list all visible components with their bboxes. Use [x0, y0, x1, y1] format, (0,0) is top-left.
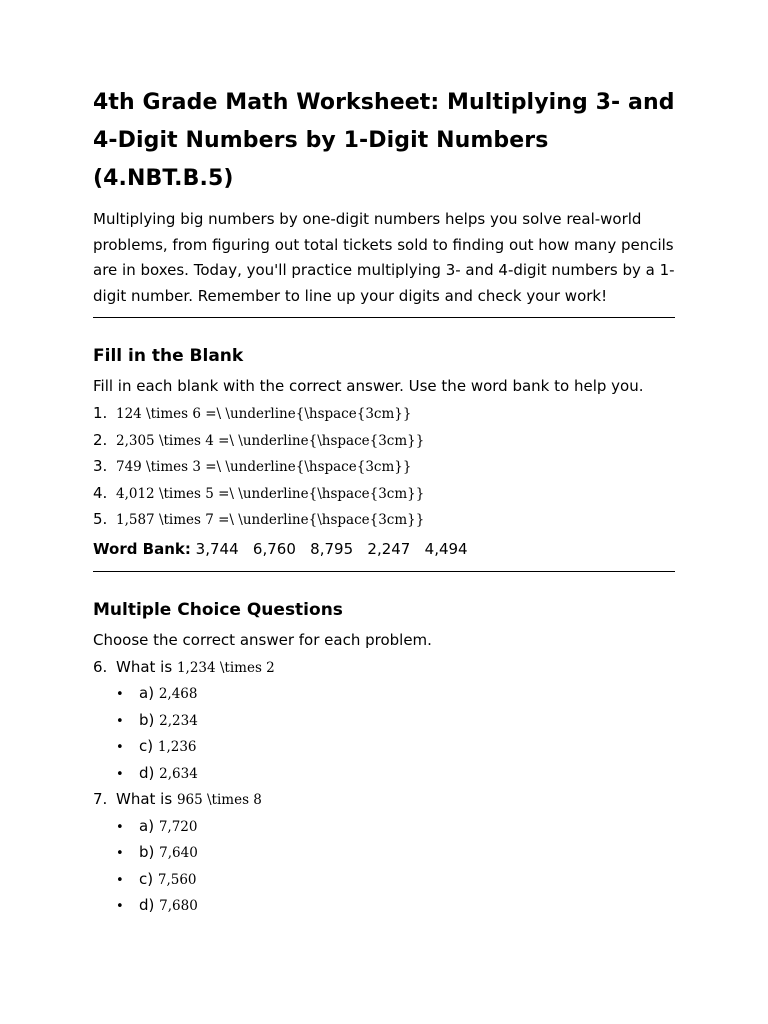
math-expression: 965 \times 8	[176, 792, 262, 808]
question-number: 6.	[93, 657, 108, 676]
intro-paragraph: Multiplying big numbers by one-digit numbers helps you solve real-world problems, from figuring out total tickets sold to finding out how many pencils are in boxes. Today, you'll practice multiplying 3- and 4-digit numbers by a 1-digit number. Remember to line up your digits and check your work!	[93, 210, 675, 305]
option-value: 2,468	[158, 686, 198, 702]
worksheet-page	[93, 84, 675, 920]
option-value: 7,720	[158, 818, 198, 835]
answer-option	[116, 708, 675, 735]
answer-option	[116, 814, 675, 841]
question-item	[93, 787, 675, 814]
section-heading-multiple-choice: Multiple Choice Questions	[93, 599, 343, 620]
answer-option	[116, 734, 675, 761]
section-divider	[93, 317, 675, 318]
math-expression: 124 \times 6 =\ \underline{\hspace{3cm}}	[116, 406, 412, 422]
option-letter: d)	[139, 763, 160, 782]
multiple-choice-section	[93, 598, 675, 920]
math-expression: 2,305 \times 4 =\ \underline{\hspace{3cm}}	[116, 432, 425, 449]
option-letter: a)	[139, 816, 159, 835]
bullet-icon: •	[116, 766, 124, 782]
word-bank-label: Word Bank:	[93, 539, 191, 558]
section-heading-fill-in-the-blank: Fill in the Blank	[93, 346, 244, 366]
section-divider	[93, 571, 675, 572]
answer-option	[116, 840, 675, 867]
option-letter: c)	[139, 869, 158, 888]
bullet-icon: •	[116, 687, 124, 702]
question-item	[93, 655, 675, 682]
fill-blank-instructions: Fill in each blank with the correct answer. Use the word bank to help you.	[93, 377, 644, 395]
answer-options	[93, 814, 675, 920]
item-number: 2.	[93, 430, 108, 449]
answer-option	[116, 867, 675, 894]
math-expression: 749 \times 3 =\ \underline{\hspace{3cm}}	[116, 459, 412, 475]
answer-option	[116, 681, 675, 708]
option-value: 7,640	[159, 845, 198, 861]
multiple-choice-instructions: Choose the correct answer for each problem.	[93, 630, 432, 649]
bullet-icon: •	[116, 713, 124, 729]
item-number: 4.	[93, 483, 108, 502]
bullet-icon: •	[116, 740, 124, 755]
option-letter: a)	[139, 684, 159, 702]
options-container	[93, 814, 675, 920]
fill-blank-item	[93, 454, 675, 481]
option-letter: d)	[139, 896, 160, 914]
option-value: 2,234	[159, 712, 198, 729]
math-expression: 1,234 \times 2	[176, 659, 275, 676]
question-number: 7.	[93, 790, 108, 808]
question-prefix: What is	[116, 657, 177, 676]
question-list	[93, 655, 675, 920]
bullet-icon: •	[116, 899, 124, 914]
option-letter: b)	[139, 710, 160, 729]
item-number: 5.	[93, 510, 108, 528]
answer-option	[116, 893, 675, 920]
option-value: 2,634	[159, 765, 198, 782]
option-value: 1,236	[157, 739, 197, 755]
answer-options	[93, 681, 675, 787]
bullet-icon: •	[116, 846, 124, 861]
option-letter: c)	[139, 737, 158, 755]
fill-blank-list	[93, 401, 675, 534]
fill-blank-item	[93, 507, 675, 534]
fill-blank-item	[93, 428, 675, 455]
fill-in-the-blank-section	[93, 344, 675, 562]
page-title: 4th Grade Math Worksheet: Multiplying 3- and 4-Digit Numbers by 1-Digit Numbers (4.NBT.B.5)	[93, 90, 675, 191]
bullet-icon: •	[116, 819, 124, 835]
word-bank	[93, 537, 675, 562]
bullet-icon: •	[116, 872, 124, 888]
math-expression: 1,587 \times 7 =\ \underline{\hspace{3cm}}	[116, 512, 425, 528]
options-container	[93, 681, 675, 787]
option-letter: b)	[139, 843, 160, 861]
answer-option	[116, 761, 675, 788]
math-expression: 4,012 \times 5 =\ \underline{\hspace{3cm}}	[116, 485, 425, 502]
fill-blank-item	[93, 401, 675, 428]
option-value: 7,560	[157, 871, 197, 888]
fill-blank-item	[93, 481, 675, 508]
item-number: 3.	[93, 457, 108, 475]
option-value: 7,680	[159, 898, 198, 914]
word-bank-values: 3,744 6,760 8,795 2,247 4,494	[195, 539, 468, 558]
item-number: 1.	[93, 404, 108, 422]
question-prefix: What is	[116, 790, 177, 808]
